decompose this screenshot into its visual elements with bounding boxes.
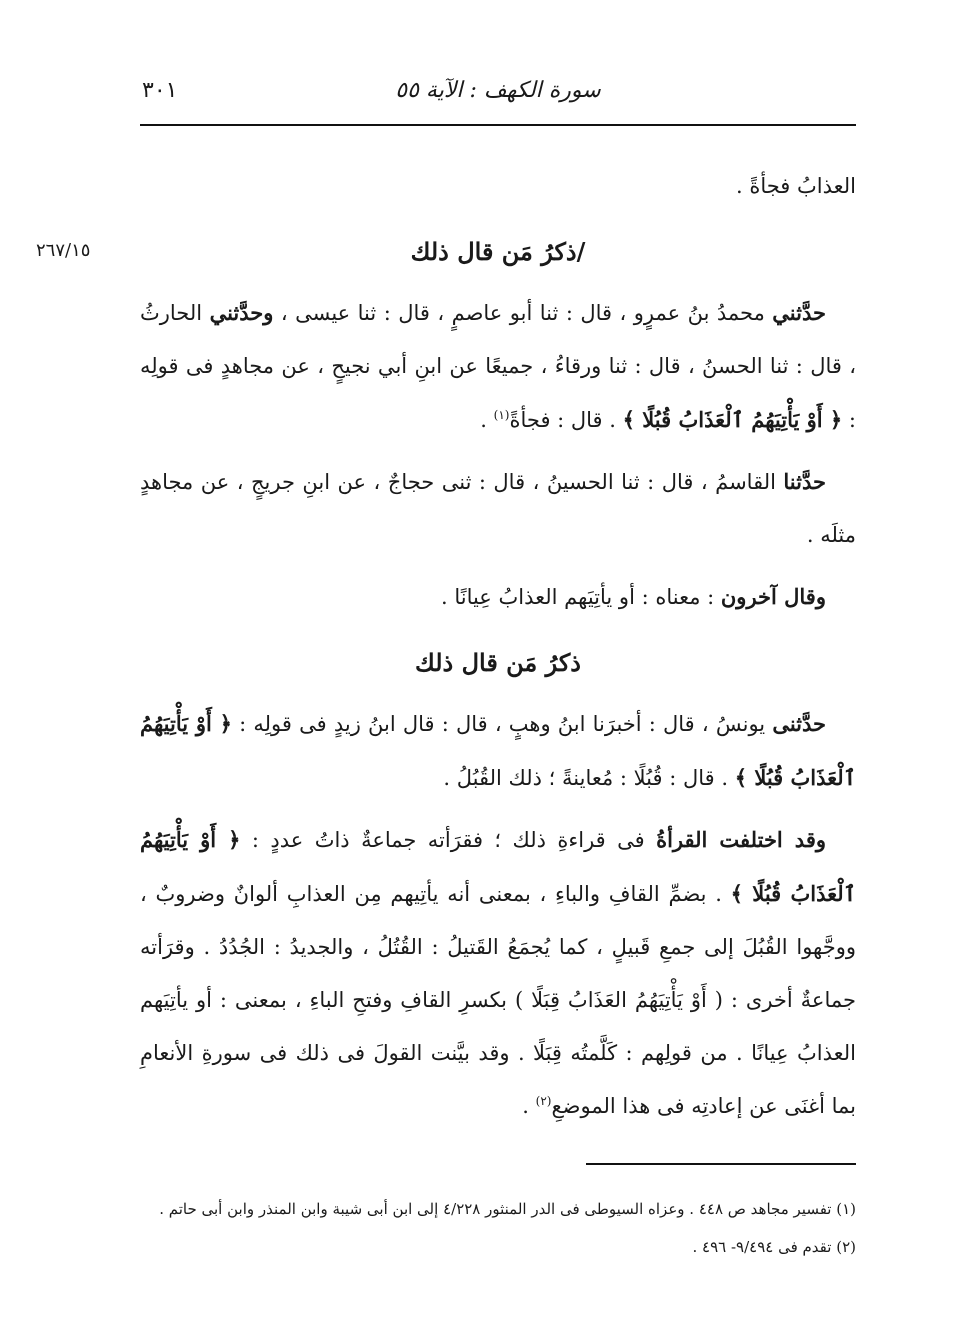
paragraph-text: . بضمِّ القافِ والباءِ ، بمعنى أنه يأتِيهم مِن العذابِ ألوانٌ وضروبٌ ، ووجَّهوا القُبُلَ إلى جمعِ قَبيلٍ ، كما يُجمَعُ القَتيلُ : القُتُلُ ، والجديدُ : الجُدُدُ . وقرَأته جماعةٌ أخرى : ( أَوْ يَأْتِيَهُمُ العَذَابُ قِبَلًا ) بكسرِ القافِ وفتحِ الباءِ ، بمعنى : أو يأتِيَهم العذابُ عِيانًا . من قولِهم : كَلَّمتُه قِبَلًا . وقد بيَّنت القولَ فى ذلك فى سورةِ الأنعامِ بما أغنَى عن إعادتِه فى هذا الموضعِ (140, 882, 856, 1118)
paragraph-others-opinion (140, 570, 856, 624)
paragraph-continuation (140, 160, 856, 213)
quran-verse: ﴿ أَوْ يَأْتِيَهُمُ ٱلْعَذَابُ قُبُلًا ﴾ (140, 827, 857, 906)
paragraph-text: الحارثُ ، قال : ثنا الحسنُ ، قال : ثنا ورقاءُ ، جميعًا عن ابنِ أبي نجيحٍ ، عن مجاهدٍ فى قولِه : (140, 301, 856, 432)
footnote-divider (586, 1163, 856, 1165)
paragraph-narration-2 (140, 455, 856, 562)
paragraph-text: : معناه : أو يأتِيَهم العذابُ عِيانًا . (440, 585, 721, 609)
quran-verse: ﴿ أَوْ يَأْتِيَهُمُ ٱلْعَذَابُ قُبُلًا ﴾ (622, 407, 843, 432)
footnote: (١) تفسير مجاهد ص ٤٤٨ . وعزاه السيوطى فى الدر المنثور ٤/٢٢٨ إلى ابن أبى شيبة وابن المنذر وابن أبى حاتم . (159, 1200, 856, 1218)
narration-lead: وقال آخرون (720, 584, 826, 609)
paragraph-text: . قال : فجأةً (509, 408, 623, 432)
margin-reference: ٢٦٧/١٥ (36, 240, 91, 261)
main-text (140, 160, 856, 1133)
header-divider (140, 124, 856, 126)
footnote-marker: (٢) (535, 1094, 552, 1108)
paragraph-text: . (480, 408, 494, 432)
section-heading: ذكرُ مَن قال ذلك (415, 648, 581, 677)
narration-lead: وحدَّثني (209, 300, 274, 325)
narration-lead: حدَّثني (772, 300, 826, 325)
paragraph-readings (140, 813, 856, 1133)
paragraph-text: فى قراءةِ ذلك ؛ فقرَأته جماعةٌ ذاتُ عددٍ : (240, 828, 657, 852)
narration-lead: حدَّثنى (772, 711, 827, 736)
narration-lead: وقد اختلفت القرأةُ (656, 827, 827, 852)
narration-lead: حدَّثنا (783, 469, 826, 494)
paragraph-narration-3 (140, 697, 856, 805)
page-number: ٣٠١ (142, 78, 178, 103)
footnote: (٢) تقدم فى ٩/٤٩٤- ٤٩٦ . (692, 1238, 856, 1256)
footnotes (140, 1192, 856, 1264)
paragraph-text: محمدُ بنُ عمرٍو ، قال : ثنا أبو عاصمٍ ، قال : ثنا عيسى ، (273, 301, 773, 325)
running-header (138, 74, 858, 114)
paragraph-text: القاسمُ ، قال : ثنا الحسينُ ، قال : ثنى حجاجٌ ، عن ابنِ جريجٍ ، عن مجاهدٍ مثلَه . (140, 470, 856, 547)
paragraph-text: العذابُ فجأةً . (735, 174, 856, 198)
paragraph-text: . قال : قُبُلًا : مُعاينةً ؛ ذلك القُبُلُ . (443, 766, 735, 790)
running-title: سورة الكهف : الآية ٥٥ (395, 78, 601, 103)
paragraph-narration-1 (140, 286, 856, 447)
paragraph-text: . (522, 1094, 536, 1118)
quran-verse: ﴿ أَوْ يَأْتِيَهُمُ ٱلْعَذَابُ قُبُلًا ﴾ (140, 711, 856, 790)
paragraph-text: يونسُ ، قال : أخبرَنا ابنُ وهبٍ ، قال : قال ابنُ زيدٍ فى قولِه : (231, 712, 773, 736)
section-heading: /ذكرُ مَن قال ذلك (410, 237, 586, 266)
footnote-marker: (١) (493, 408, 510, 422)
